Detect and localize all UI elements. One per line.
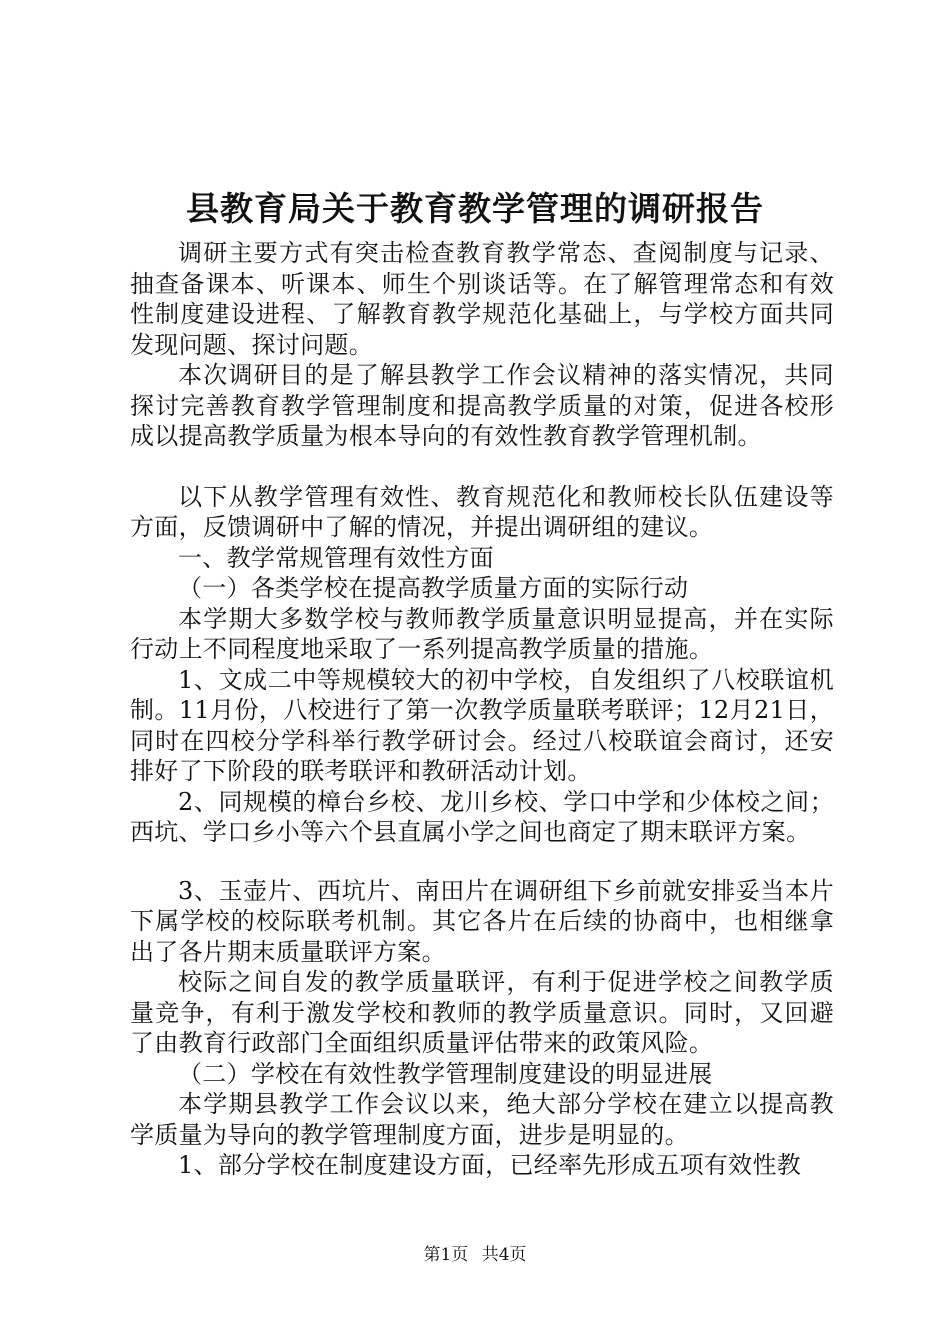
paragraph: 校际之间自发的教学质量联评，有利于促进学校之间教学质量竞争，有利于激发学校和教师的教学质量意识。同时，又回避了由教育行政部门全面组织质量评估带来的政策风险。 [130, 968, 834, 1057]
paragraph: 1、部分学校在制度建设方面，已经率先形成五项有效性教 [178, 1151, 802, 1179]
paragraph: 以下从教学管理有效性、教育规范化和教师校长队伍建设等方面，反馈调研中了解的情况，并提出调研组的建议。 [130, 482, 834, 541]
paragraph: 1、文成二中等规模较大的初中学校，自发组织了八校联谊机制。11月份，八校进行了第一次教学质量联考联评；12月21日，同时在四校分学科举行教学研讨会。经过八校联谊会商讨，还安排好了下阶段的联考联评和教研活动计划。 [130, 665, 834, 785]
document-title: 县教育局关于教育教学管理的调研报告 [186, 189, 764, 228]
paragraph: 本学期大多数学校与教师教学质量意识明显提高，并在实际行动上不同程度地采取了一系列提高教学质量的措施。 [130, 604, 834, 663]
page-footer [0, 1244, 950, 1266]
paragraph: 调研主要方式有突击检查教育教学常态、查阅制度与记录、抽查备课本、听课本、师生个别谈话等。在了解管理常态和有效性制度建设进程、了解教育教学规范化基础上，与学校方面共同发现问题、探讨问题。 [130, 239, 834, 359]
paragraph: 3、玉壶片、西坑片、南田片在调研组下乡前就安排妥当本片下属学校的校际联考机制。其它各片在后续的协商中，也相继拿出了各片期末质量联评方案。 [130, 876, 834, 966]
subsection-heading: （二）学校在有效性教学管理制度建设的明显进展 [178, 1059, 713, 1088]
paragraph: 本学期县教学工作会议以来，绝大部分学校在建立以提高教学质量为导向的教学管理制度方面，进步是明显的。 [130, 1090, 834, 1149]
paragraph: 本次调研目的是了解县教学工作会议精神的落实情况，共同探讨完善教育教学管理制度和提高教学质量的对策，促进各校形成以提高教学质量为根本导向的有效性教育教学管理机制。 [130, 361, 834, 450]
page-number: 第1页 [423, 1245, 469, 1265]
subsection-heading: （一）各类学校在提高教学质量方面的实际行动 [178, 574, 689, 602]
section-heading: 一、教学常规管理有效性方面 [178, 543, 494, 572]
page-total: 共4页 [481, 1245, 527, 1265]
paragraph: 2、同规模的樟台乡校、龙川乡校、学口中学和少体校之间；西坑、学口乡小等六个县直属小学之间也商定了期末联评方案。 [130, 787, 834, 846]
document-body [130, 238, 834, 1181]
